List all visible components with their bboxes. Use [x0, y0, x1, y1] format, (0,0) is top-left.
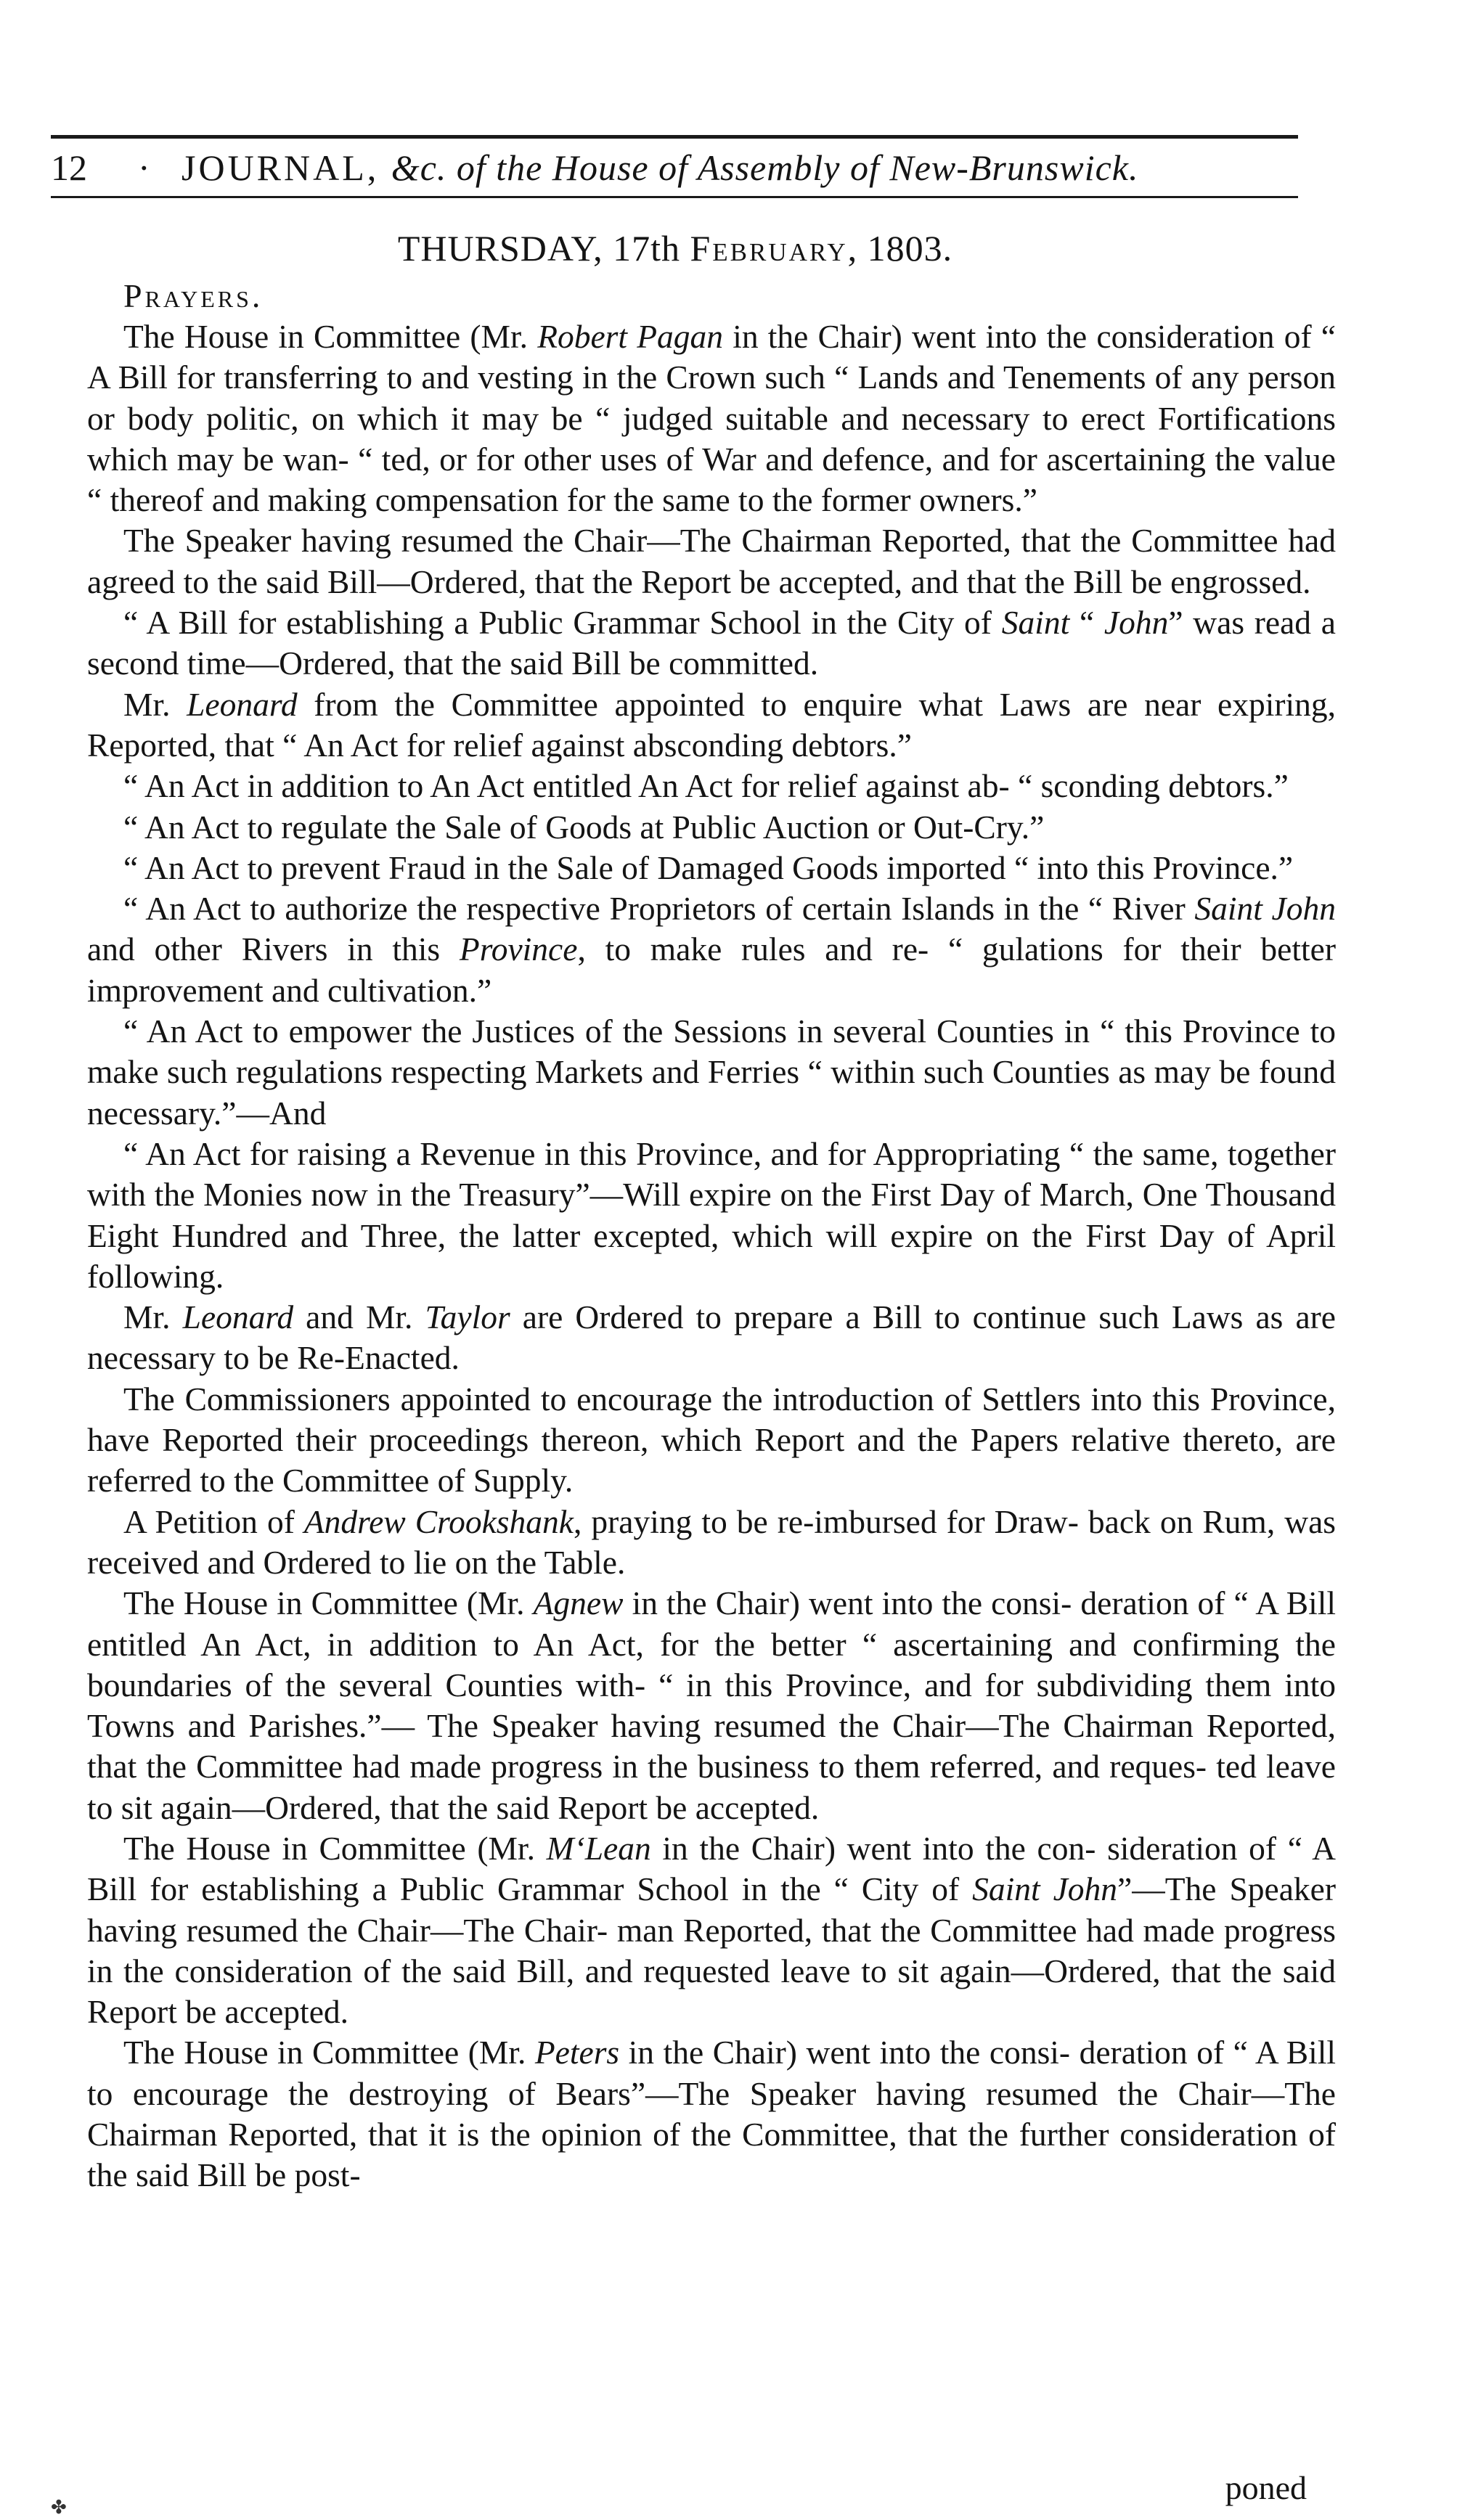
journal-paragraph: Mr. Leonard from the Committee appointed to enquire what Laws are near expiring, Reported, that “ An Act for relief against absconding debtors.” — [87, 685, 1337, 764]
header-dot: · — [138, 147, 150, 188]
prayers-heading: Prayers. — [123, 277, 264, 314]
running-head-title — [181, 147, 1138, 188]
header-rule-bottom — [51, 196, 1298, 198]
journal-paragraph: The Speaker having resumed the Chair—The Chairman Reported, that the Committee had agreed to the said Bill—Ordered, that the Report be accepted, and that the Bill be engrossed. — [87, 522, 1336, 600]
journal-paragraph: “ An Act for raising a Revenue in this Province, and for Appropriating “ the same, together with the Monies now in the Treasury”—Will expire on the First Day of March, One Thousand Eight Hundred and Three, the latter excepted, which will expire on the First Day of April following. — [87, 1134, 1336, 1295]
journal-paragraph: “ An Act to regulate the Sale of Goods at Public Auction or Out-Cry.” — [123, 808, 1045, 846]
date-month: February — [690, 228, 848, 269]
header-rule-top — [51, 135, 1298, 139]
date-heading — [44, 226, 1307, 270]
journal-paragraph: The House in Committee (Mr. Robert Pagan in the Chair) went into the consideration of “ A Bill for transferring to and vesting in the Crown such “ Lands and Tenements of any person or body politic, on which it may be “ judged suitable and necessary to erect Fortifications which may be wan- “ ted, or for other uses of War and defence, and for ascertaining the value “ thereof and making compensation for the same to the former owners.” — [87, 318, 1336, 519]
running-head-journal: JOURNAL, — [181, 147, 391, 188]
journal-body — [87, 316, 1336, 2196]
journal-paragraph: “ An Act to prevent Fraud in the Sale of Damaged Goods imported “ into this Province.” — [123, 848, 1294, 886]
catchword: poned — [1225, 2469, 1307, 2506]
date-year: , 1803. — [847, 228, 953, 269]
journal-paragraph: “ An Act to authorize the respective Proprietors of certain Islands in the “ River Saint John and other Rivers in this Province, to make rules and re- “ gulations for their better improvement and cultivation.” — [87, 890, 1337, 1009]
journal-paragraph: “ An Act in addition to An Act entitled An Act for relief against ab- “ sconding debtors.” — [123, 767, 1289, 805]
running-head — [51, 142, 1298, 193]
printer-ornament: ✤ — [51, 2497, 67, 2518]
page-number: 12 — [51, 147, 87, 188]
journal-page — [44, 0, 1337, 2520]
journal-paragraph: The House in Committee (Mr. Peters in the Chair) went into the consi- deration of “ A Bill to encourage the destroying of Bears”—The Speaker having resumed the Chair—The Chairman Reported, that it is the opinion of the Committee, that the further consideration of the said Bill be post- — [87, 2034, 1336, 2194]
journal-paragraph: “ An Act to empower the Justices of the Sessions in several Counties in “ this Province to make such regulations respecting Markets and Ferries “ within such Counties as may be found necessary.”—And — [87, 1012, 1336, 1132]
journal-paragraph: A Petition of Andrew Crookshank, praying to be re-imbursed for Draw- back on Rum, was received and Ordered to lie on the Table. — [87, 1502, 1336, 1581]
journal-paragraph: The Commissioners appointed to encourage the introduction of Settlers into this Province, have Reported their proceedings thereon, which Report and the Papers relative thereto, are referred to the Committee of Supply. — [87, 1380, 1336, 1500]
journal-paragraph: Mr. Leonard and Mr. Taylor are Ordered to prepare a Bill to continue such Laws as are necessary to be Re-Enacted. — [87, 1298, 1336, 1377]
journal-paragraph: The House in Committee (Mr. M‘Lean in the Chair) went into the con- sideration of “ A Bill for establishing a Public Grammar School in the “ City of Saint John”—The Speaker having resumed the Chair—The Chair- man Reported, that the Committee had made progress in the consideration of the said Bill, and requested leave to sit again—Ordered, that the said Report be accepted. — [87, 1829, 1336, 2031]
running-head-italic: &c. of the House of Assembly of New-Brunswick. — [391, 147, 1139, 188]
journal-paragraph: The House in Committee (Mr. Agnew in the Chair) went into the consi- deration of “ A Bill entitled An Act, in addition to An Act, for the better “ ascertaining and confirming the boundaries of the several Counties with- “ in this Province, and for subdividing them into Towns and Parishes.”— The Speaker having resumed the Chair—The Chairman Reported, that the Committee had made progress in the business to them referred, and reques- ted leave to sit again—Ordered, that the said Report be accepted. — [87, 1584, 1336, 1826]
journal-paragraph: “ A Bill for establishing a Public Grammar School in the City of Saint “ John” was read a second time—Ordered, that the said Bill be committed. — [87, 604, 1336, 682]
date-day: THURSDAY, 17th — [397, 228, 690, 269]
